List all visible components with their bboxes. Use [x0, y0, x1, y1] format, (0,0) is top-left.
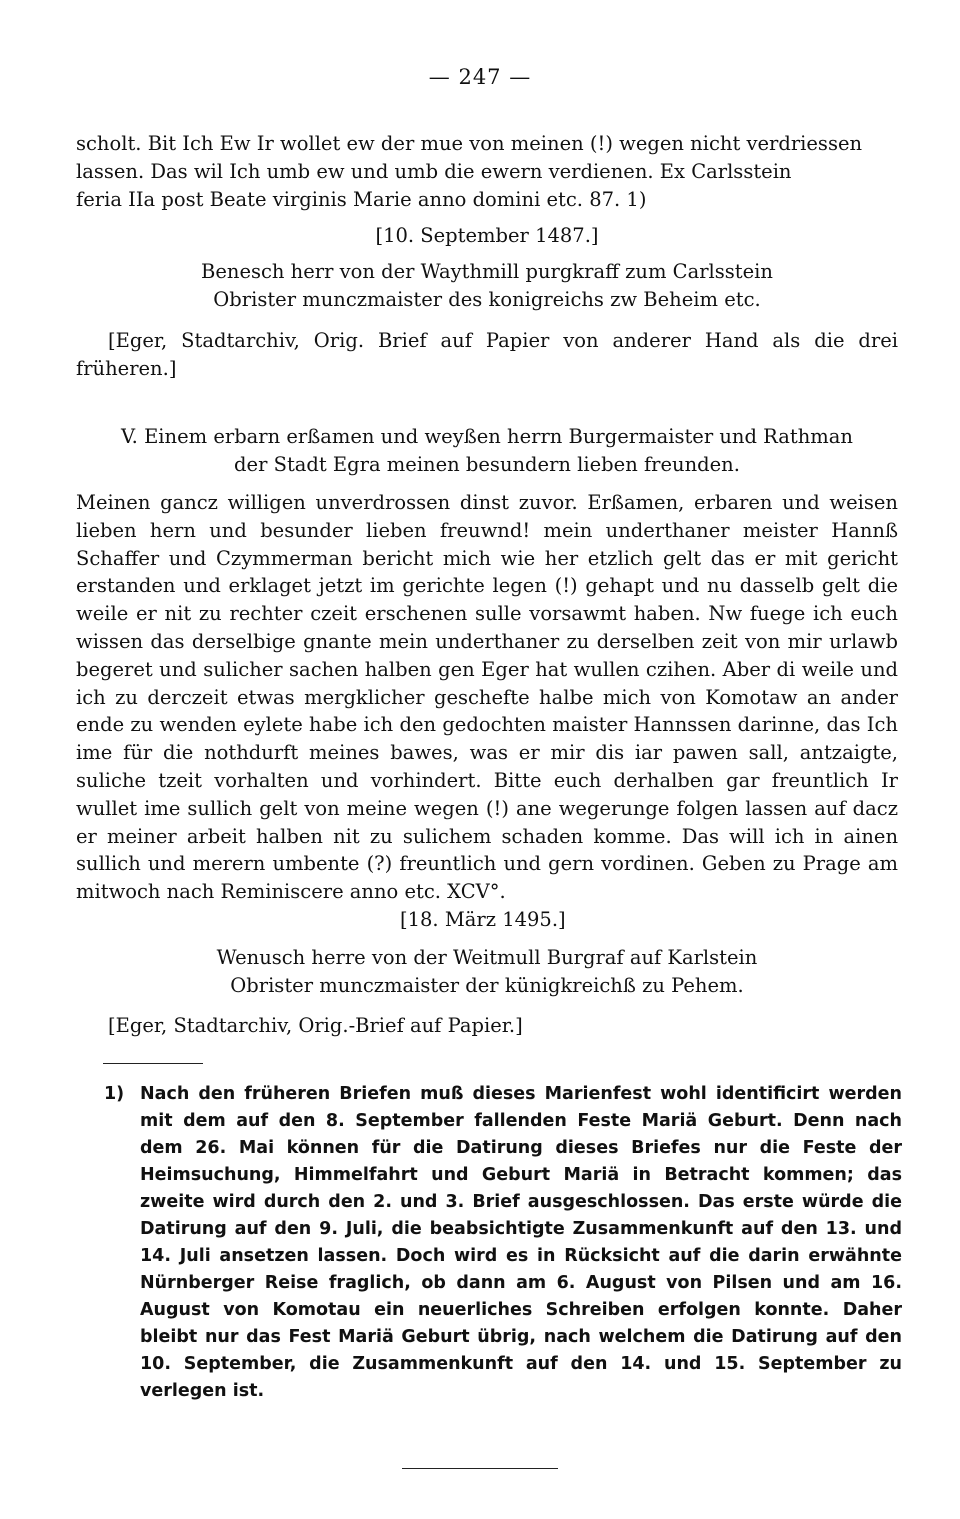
text-line: lassen. Das wil Ich umb ew und umb die ewern verdienen. Ex Carlsstein	[76, 159, 792, 183]
signature-line: Benesch herr von der Waythmill purgkraff zum Carlsstein	[201, 260, 773, 283]
source-note: [Eger, Stadtarchiv, Orig. Brief auf Papier von anderer Hand als die drei früheren.]	[76, 329, 898, 380]
letter-v-date: [18. März 1495.]	[400, 908, 566, 931]
previous-letter-date: [10. September 1487.]	[375, 224, 599, 247]
signature-line: Wenusch herre von der Weitmull Burgraf auf Karlstein	[216, 946, 758, 969]
signature-line: Obrister munczmaister der künigkreichß zu Pehem.	[230, 973, 744, 997]
footnote-text: Nach den früheren Briefen muß dieses Marienfest wohl identificirt werden mit dem auf den 8. September fallenden Feste Mariä Geburt. Denn nach dem 26. Mai können für die Datirung dieses Briefes nur die Feste der Heimsuchung, Himmelfahrt und Geburt Mariä in Betracht kommen; das zweite wird durch den 2. und 3. Brief ausgeschlossen. Das erste würde die Datirung auf den 9. Juli, die beabsichtigte Zusammenkunft auf den 13. und 14. Juli ansetzen lassen. Doch wird es in Rücksicht auf die darin erwähnte Nürnberger Reise fraglich, ob dann am 6. August von Pilsen und am 16. August von Komotau ein neuerliches Schreiben erfolgen konnte. Daher bleibt nur das Fest Mariä Geburt übrig, nach welchem die Datirung auf den 10. September, die Zusammenkunft auf den 14. und 15. September zu verlegen ist.	[140, 1084, 902, 1401]
signature-line: Obrister munczmaister des konigreichs zw Beheim etc.	[213, 287, 761, 311]
previous-letter-ending	[76, 130, 898, 213]
footnote-separator	[103, 1063, 203, 1064]
letter-v-body	[76, 489, 898, 906]
letter-body-text: Meinen gancz willigen unverdrossen dinst zuvor. Erßamen, erbaren und weisen lieben hern und besunder lieben freuwnd! mein underthaner meister Hannß Schaffer und Czymmerman bericht mich wie her etzlich gelt das er mit gericht erstanden und erklaget jetzt im gerichte legen (!) gehapt und nu dasselb gelt die weile er nit zu rechter czeit erschenen sulle vorsawmt haben. Nw fuege ich euch wissen das derselbige gnante mein underthaner zu derselben zeit von mir urlawb begeret und sulicher sachen halben gen Eger hat wullen czihen. Aber di weile und ich zu derczeit etwas mergklicher geschefte halbe mich von Komotaw an ander ende zu wenden eylete habe ich den gedochten maister Hannssen darinne, das Ich ime für die nothdurft meines bawes, was er mir dis iar pawen sall, antzaigte, suliche tzeit vorhalten und vorhindert. Bitte euch derhalben gar freuntlich Ir wullet ime sullich gelt von meine wegen (!) ane wegerunge folgen lassen auf dacz er meiner arbeit halben nit zu sulichem schaden komme. Das will ich in ainen sullich und merern umbente (?) freuntlich und gern vordinen. Geben zu Prage am mitwoch nach Reminiscere anno etc. XCV°.	[76, 491, 898, 904]
end-rule	[402, 1468, 558, 1469]
text-line: scholt. Bit Ich Ew Ir wollet ew der mue von meinen (!) wegen nicht verdriessen	[76, 132, 863, 155]
previous-letter-signature	[76, 258, 898, 314]
address-line: der Stadt Egra meinen besundern lieben freunden.	[234, 452, 740, 476]
address-line: V. Einem erbarn erßamen und weyßen herrn Burgermaister und Rathman	[121, 425, 853, 448]
text-line: feria IIa post Beate virginis Marie anno domini etc. 87. 1)	[76, 187, 647, 211]
letter-v-address	[76, 423, 898, 479]
letter-v-source	[76, 1012, 898, 1040]
footnote-number: 1)	[104, 1084, 125, 1104]
source-note: [Eger, Stadtarchiv, Orig.-Brief auf Papier.]	[108, 1014, 523, 1037]
previous-letter-source	[76, 327, 898, 383]
letter-v-signature	[76, 944, 898, 1000]
page-number: — 247 —	[428, 65, 532, 89]
